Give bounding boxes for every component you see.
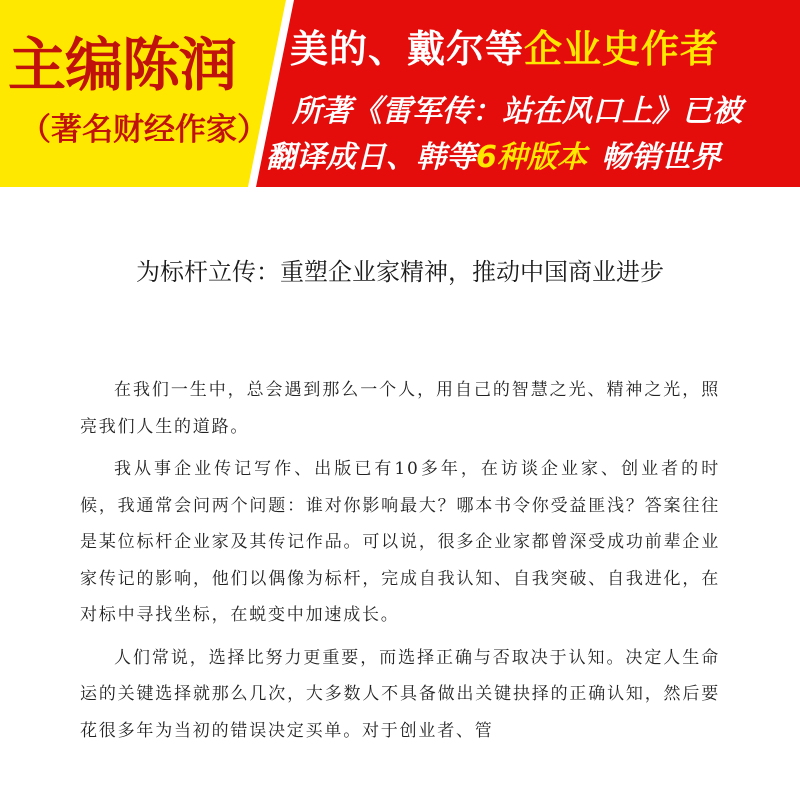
promo-banner	[0, 0, 800, 187]
editor-title: （著名财经作家）	[20, 112, 268, 148]
line3-end: 畅销世界	[600, 140, 721, 175]
banner-headline	[290, 18, 719, 73]
paragraph-3: 人们常说，选择比努力更重要，而选择正确与否取决于认知。决定人生命运的关键选择就那么几次，大多数人不具备做出关键抉择的正确认知，然后要花很多年为当初的错误决定买单。对于创业者、管	[80, 647, 720, 741]
line3-white: 翻译成日、韩等	[266, 140, 476, 175]
editor-name: 主编陈润	[8, 31, 237, 99]
line3-yellow: 6种版本	[476, 140, 587, 175]
headline-yellow: 企业史作者	[524, 27, 720, 71]
document-body	[80, 372, 720, 755]
headline-white: 美的、戴尔等	[290, 27, 525, 71]
paragraph-1: 在我们一生中，总会遇到那么一个人，用自己的智慧之光、精神之光，照亮我们人生的道路。	[80, 380, 720, 437]
banner-line-2: 所著《雷军传：站在风口上》已被	[292, 94, 742, 129]
document-title: 为标杆立传：重塑企业家精神，推动中国商业进步	[136, 258, 664, 286]
paragraph-2: 我从事企业传记写作、出版已有10多年，在访谈企业家、创业者的时候，我通常会问两个问题：谁对你影响最大？哪本书令你受益匪浅？答案往往是某位标杆企业家及其传记作品。可以说，很多企业家都曾深受成功前辈企业家传记的影响，他们以偶像为标杆，完成自我认知、自我突破、自我进化，在对标中寻找坐标，在蜕变中加速成长。	[80, 459, 720, 625]
banner-line-3	[266, 132, 721, 176]
